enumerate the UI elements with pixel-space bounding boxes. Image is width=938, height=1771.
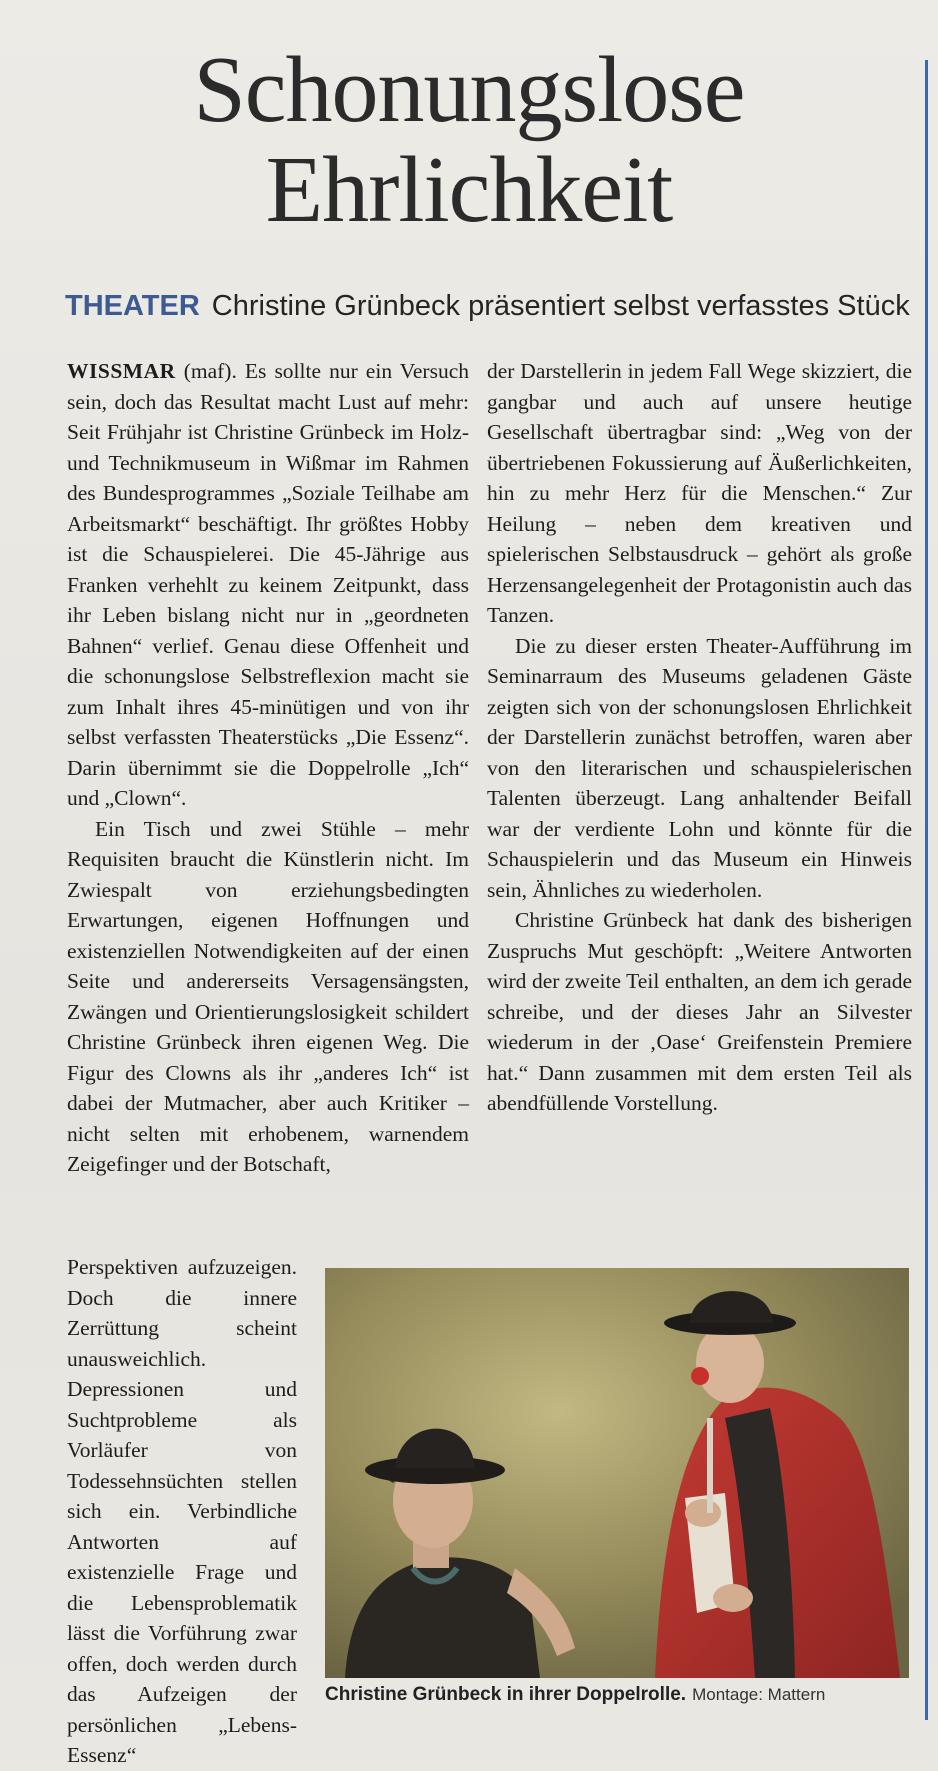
headline-line-2: Ehrlichkeit [265,138,673,242]
article-photo [325,1268,909,1678]
headline-line-1: Schonungslose [193,38,745,142]
article-column-1-continued [67,1252,297,1771]
article-paragraph: Christine Grünbeck hat dank des bisherigen Zuspruchs Mut geschöpft: „Weitere Antworten wird der zweite Teil enthalten, an dem ich gerade schreibe, und der dieses Jahr an Silvester wiederum in der ‚Oase‘ Greifenstein Premiere hat.“ Dann zusammen mit dem ersten Teil als abendfüllende Vorstellung. [487,908,912,1115]
photo-montage-illustration [325,1268,909,1678]
subheadline-text: Christine Grünbeck präsentiert selbst verfasstes Stück [211,290,910,322]
article-paragraph: Ein Tisch und zwei Stühle – mehr Requisiten braucht die Künstlerin nicht. Im Zwiespalt von erziehungsbedingten Erwartungen, eigenen Hoffnungen und existenziellen Notwendigkeiten auf der einen Seite und andererseits Versagensängsten, Zwängen und Orientierungslosigkeit schildert Christine Grünbeck ihren eigenen Weg. Die Figur des Clowns als ihr „anderes Ich“ ist dabei der Mutmacher, aber auch Kritiker – nicht selten mit erhobenem, warnendem Zeigefinger und der Botschaft, [67,816,469,1176]
dateline: WISSMAR [67,359,176,383]
caption-text: Christine Grünbeck in ihrer Doppelrolle. [325,1684,687,1705]
article-paragraph: der Darstellerin in jedem Fall Wege skizziert, die gangbar und auch auf unsere heutige Gesellschaft übertragbar sind: „Weg von der übertriebenen Fokussierung auf Äußerlichkeiten, hin zu mehr Herz für die Menschen.“ Zur Heilung – neben dem kreativen und spielerischen Selbstausdruck – gehört als große Herzensangelegenheit der Protagonistin auch das Tanzen. [487,359,912,627]
article-paragraph: Perspektiven aufzuzeigen. Doch die innere Zerrüttung scheint unausweichlich. Depressionen und Suchtprobleme als Vorläufer von Todessehnsüchten stellen sich ein. Verbindliche Antworten auf existenzielle Frage und die Lebensproblematik lässt die Vorführung zwar offen, doch werden durch das Aufzeigen der persönlichen „Lebens-Essenz“ [67,1255,297,1767]
article-column-1 [67,356,469,1180]
subheadline [65,288,925,324]
article-paragraph: Die zu dieser ersten Theater-Aufführung im Seminarraum des Museums geladenen Gäste zeigten sich von der schonungslosen Ehrlichkeit der Darstellerin zunächst betroffen, waren aber von den literarischen und schauspielerischen Talenten überzeugt. Lang anhaltender Beifall war der verdiente Lohn und könnte für die Schauspielerin und das Museum ein Hinweis sein, Ähnliches zu wiederholen. [487,633,912,902]
photo-credit: Montage: Mattern [692,1685,826,1704]
paragraph-text: (maf). Es sollte nur ein Versuch sein, doch das Resultat macht Lust auf mehr: Seit Frühjahr ist Christine Grünbeck im Holz- und Technikmuseum in Wißmar im Rahmen des Bundesprogrammes „Soziale Teilhabe am Arbeitsmarkt“ beschäftigt. Ihr größtes Hobby ist die Schauspielerei. Die 45-Jährige aus Franken verhehlt zu keinem Zeitpunkt, dass ihr Leben bislang nicht nur in „geordneten Bahnen“ verlief. Genau diese Offenheit und die schonungslose Selbstreflexion macht sie zum Inhalt ihres 45-minütigen und von ihr selbst verfassten Theaterstücks „Die Essenz“. Darin übernimmt sie die Doppelrolle „Ich“ und „Clown“. [67,359,469,810]
page-edge-line [925,60,928,1720]
photo-caption [325,1684,915,1706]
section-kicker: THEATER [65,290,200,322]
article-paragraph [67,356,469,814]
headline [0,40,938,240]
article-column-2 [487,356,912,1119]
